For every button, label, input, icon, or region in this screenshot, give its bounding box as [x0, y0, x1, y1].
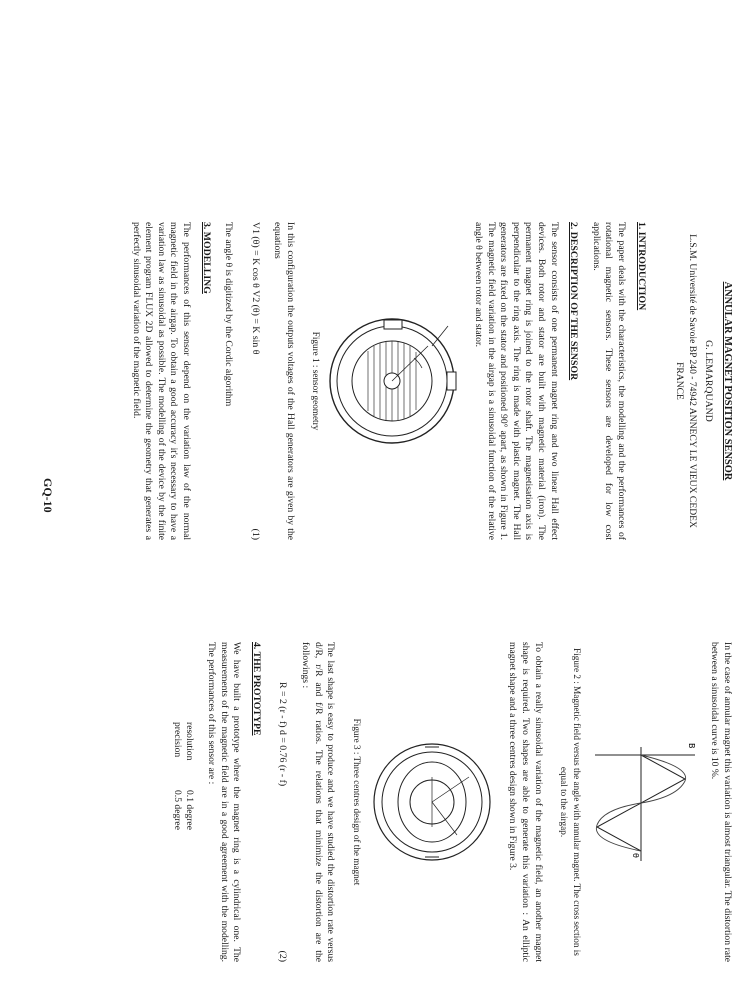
equation-2-body: R = 2 (r - f) d = 0.76 (r - f) [277, 682, 289, 787]
description-text: The sensor consists of one permanent magnet ring and two linear Hall effect devices. Both rotor and stator are built with magnetic material (iron). The permanent magnet ring is joined to the rotor shaft. The magnetisation axis is perpendicular to the ring axis. The ring is made with plastic magnet. The Hall generators are fixed on the stator and positioned 90° apart, as shown in Figure 1. The magnetic field variation in the airgap is a sinusoidal function of the relative angle θ between rotor and stator. [473, 222, 560, 540]
right-column [170, 642, 733, 962]
output-text: In this configuration the outputs voltages of the Hall generators are given by the equations [272, 222, 296, 540]
svg-text:B: B [686, 743, 696, 749]
prototype-header: 4. THE PROTOTYPE [250, 642, 262, 736]
equation-2 [276, 642, 289, 962]
three-centres-figure [367, 737, 497, 867]
modelling-text: The performances of this sensor depend on the variation law of the normal magnetic field in the airgap. To obtain a good accuracy it's necessary to have a variation law as sinusoidal as possible. The modelling of the device by the finite element program FLUX 2D allowed to determine the geometry that generates a perfectly sinusoidal variation of the magnetic field. [130, 222, 192, 540]
perf-value: 0.1 degree [184, 790, 196, 830]
elliptic-text: To obtain a really sinusoidal variation of the magnetic field, an another magnet shape is required. Two shapes are able to generate this variation : An elliptic magnet shape and a three centres design shown in Figure 3. [507, 642, 544, 962]
perf-row [183, 722, 196, 962]
description-header: 2. DESCRIPTION OF THE SENSOR [568, 222, 580, 381]
annular-text: In the case of annular magnet this variation is almost triangular. The distortion rate between a sinusoidal curve is 10 %. [709, 642, 733, 962]
figure3-caption: Figure 3 : Three centres design of the magnet [351, 718, 362, 886]
prototype-text: We have built a prototype where the magnet ring is a cylindrical one. The measurements of the magnetic field are in a good agreement with the modelling. The performances of this sensor are : [206, 642, 243, 962]
perf-label: precision [171, 722, 183, 758]
intro-text: The paper deals with the characteristics, the modelling and the performances of rotational magnetic sensors. These sensors are developed for low cost applications. [590, 222, 628, 540]
perf-label: resolution [184, 722, 196, 761]
left-column [120, 222, 733, 540]
equation-1 [248, 222, 261, 540]
field-vs-angle-figure [587, 737, 699, 867]
equation-1-body: V1 (θ) = K cos θ V2 (θ) = K sin θ [249, 222, 261, 355]
intro-header: 1. INTRODUCTION [635, 222, 647, 311]
last-shape-text: The last shape is easy to produce and we have studied the distortion rate versus d/R, r/R and f/R ratios. The relations that minimize the distortion are the followings : [300, 642, 337, 962]
paper-title: ANNULAR MAGNET POSITION SENSOR [722, 281, 733, 481]
equation-2-number: (2) [277, 950, 289, 962]
equation-1-number: (1) [249, 528, 261, 540]
performance-list [170, 722, 195, 962]
modelling-header: 3. MODELLING [200, 222, 212, 294]
svg-text:θ: θ [630, 853, 640, 858]
affiliation: L.S.M. Université de Savoie BP 240 - 74942 ANNECY LE VIEUX CEDEX FRANCE [674, 234, 698, 528]
cordic-text: The angle θ is digitized by the Cordic algorithm [223, 222, 235, 407]
page-number: GQ-10 [41, 478, 55, 513]
author: G. LEMARQUAND [703, 340, 715, 422]
perf-value: 0.5 degree [171, 790, 183, 830]
perf-row [170, 722, 183, 962]
figure2-caption: Figure 2 : Magnetic field versus the angle with annular magnet. The cross section is equal to the airgap. [559, 648, 582, 956]
figure1-caption: Figure 1 : sensor geometry [311, 331, 322, 431]
sensor-geometry-figure [327, 306, 463, 456]
